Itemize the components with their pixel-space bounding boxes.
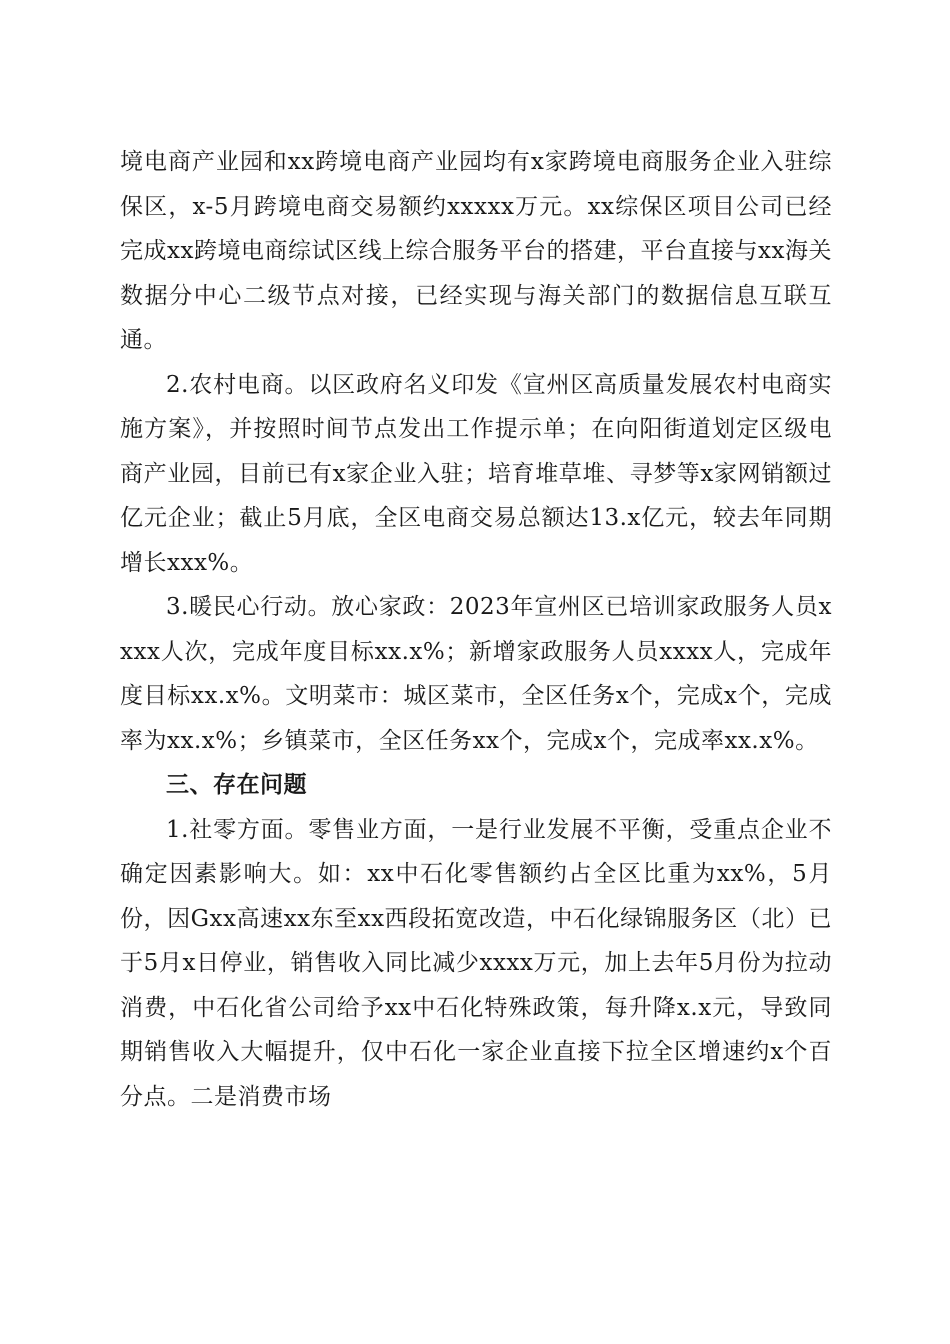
paragraph-rural-ecommerce: 2.农村电商。以区政府名义印发《宣州区高质量发展农村电商实施方案》，并按照时间节点发出工作提示单；在向阳街道划定区级电商产业园，目前已有x家企业入驻；培育堆草堆、寻梦等x家网销额过亿元企业；截止5月底，全区电商交易总额达13.x亿元，较去年同期增长xxx%。 xyxy=(120,371,832,576)
paragraph-retail-problems: 1.社零方面。零售业方面，一是行业发展不平衡，受重点企业不确定因素影响大。如：xx中石化零售额约占全区比重为xx%，5月份，因Gxx高速xx东至xx西段拓宽改造，中石化绿锦服务区（北）已于5月x日停业，销售收入同比减少xxxx万元，加上去年5月份为拉动消费，中石化省公司给予xx中石化特殊政策，每升降x.x元，导致同期销售收入大幅提升，仅中石化一家企业直接下拉全区增速约x个百分点。二是消费市场 xyxy=(120,816,832,1110)
paragraph-cross-border-ecommerce: 境电商产业园和xx跨境电商产业园均有x家跨境电商服务企业入驻综保区，x-5月跨境电商交易额约xxxxx万元。xx综保区项目公司已经完成xx跨境电商综试区线上综合服务平台的搭建，平台直接与xx海关数据分中心二级节点对接，已经实现与海关部门的数据信息互联互通。 xyxy=(120,149,832,353)
document-body xyxy=(120,140,832,1119)
section-heading-existing-problems: 三、存在问题 xyxy=(166,772,307,798)
paragraph-warm-heart-action: 3.暖民心行动。放心家政：2023年宣州区已培训家政服务人员xxxx人次，完成年度目标xx.x%；新增家政服务人员xxxx人，完成年度目标xx.x%。文明菜市：城区菜市，全区任务x个，完成x个，完成率为xx.x%；乡镇菜市，全区任务xx个，完成x个，完成率xx.x%。 xyxy=(120,594,832,754)
